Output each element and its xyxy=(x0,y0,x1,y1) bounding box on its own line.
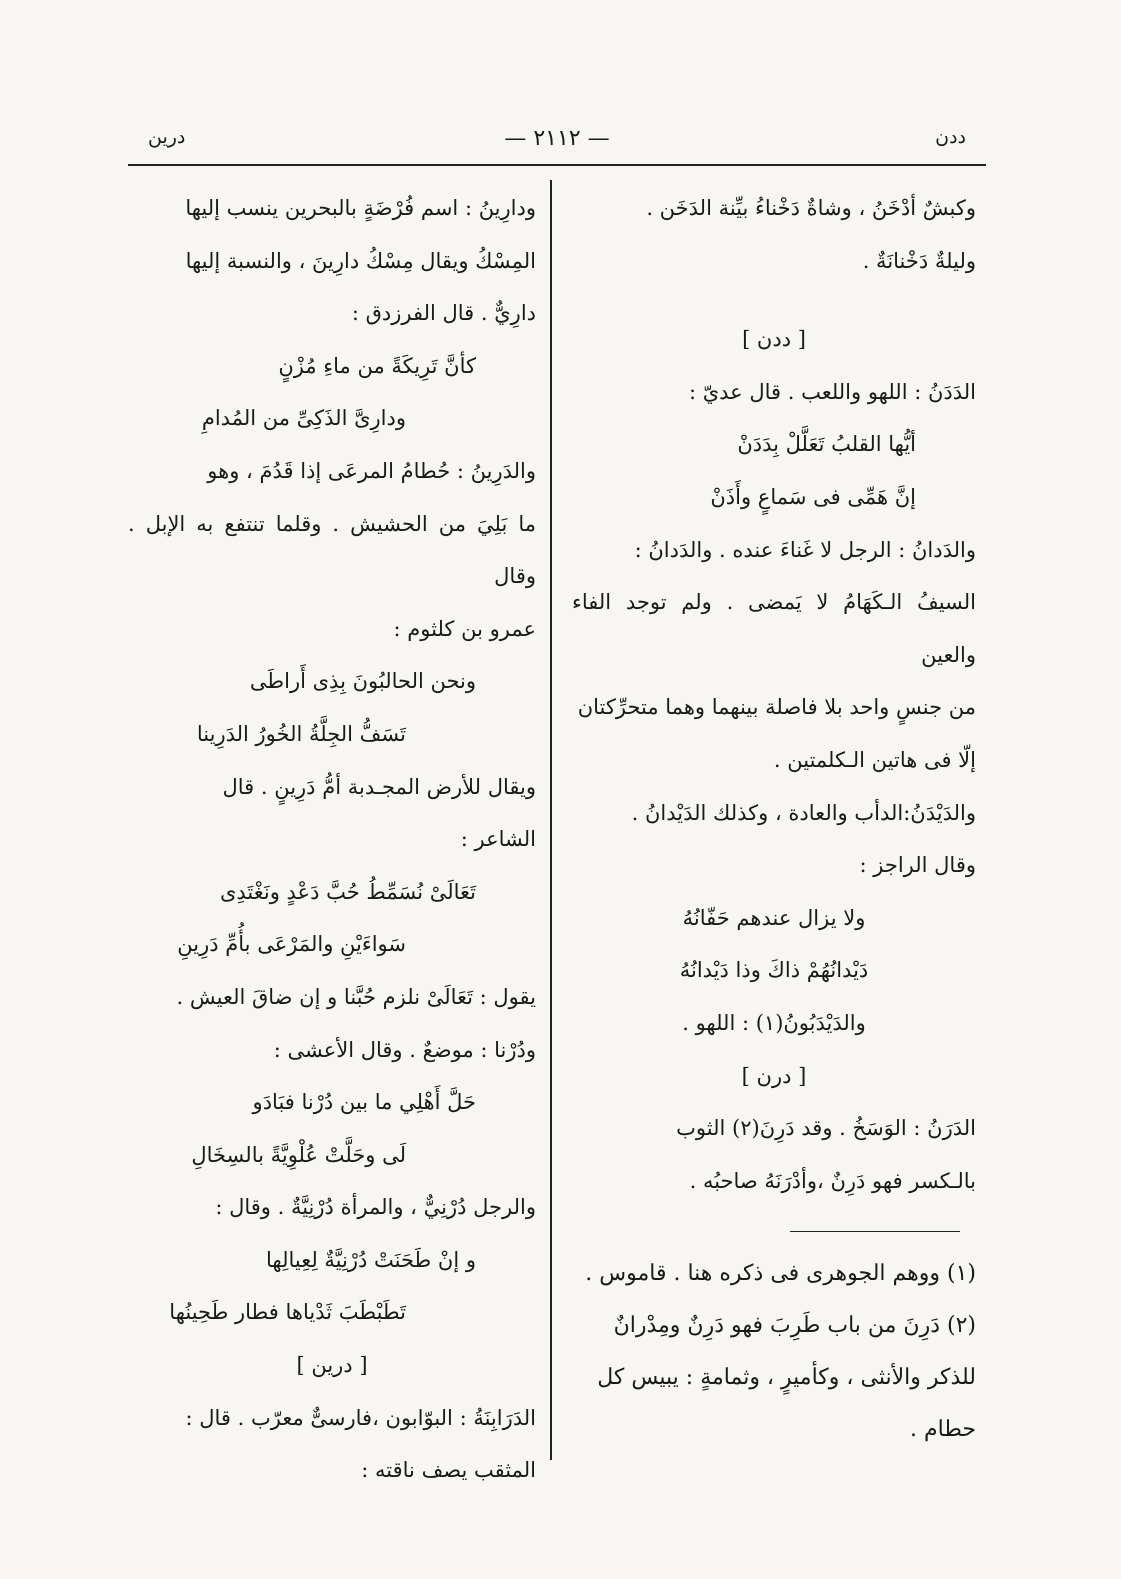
text-line: عمرو بن كلثوم : xyxy=(393,616,536,641)
page-header xyxy=(128,126,986,162)
text-line: من جنسٍ واحد بلا فاصلة بينهما وهما متحرِّكتان xyxy=(577,695,976,720)
verse-line: دَيْدانُهُمْ ذاكَ وذا دَيْدانُهُ xyxy=(679,958,869,983)
text-line: بالـكسر فهو دَرِنٌ ،وأدْرَنَهُ صاحبُه . xyxy=(689,1168,976,1193)
verse-line: سَواءَيْنِ والمَرْعَى بأُمِّ دَرِينِ xyxy=(177,932,406,957)
verse-line: تَسَفُّ الجِلَّةُ الخُورُ الدَرِينا xyxy=(196,721,406,746)
section-heading: [ ددن ] xyxy=(742,327,806,352)
verse-line: حَلَّ أَهْلِي ما بين دُرْنا فبَادَو xyxy=(252,1090,476,1115)
text-line: الدَرَابِنَةُ : البوّابون ،فارسىٌّ معرّب . قال : xyxy=(185,1405,536,1430)
verse-line: و إنْ طَحَنَتْ دُرْنِيَّةٌ لِعِيالِها xyxy=(266,1247,476,1272)
text-line: إلّا فى هاتين الـكلمتين . xyxy=(773,747,976,772)
verse-line: إنَّ هَمِّى فى سَماعٍ وأَذَنْ xyxy=(710,484,916,509)
text-line: وليلةٌ دَخْنانَةٌ . xyxy=(862,248,976,273)
text-line: الشاعر : xyxy=(460,827,536,852)
verse-line: تَطَبْطَبَ ثَدْياها فطار طَحِينُها xyxy=(169,1300,406,1325)
column-divider xyxy=(550,180,552,1460)
text-line: والدَيْدَبُونُ(١) : اللهو . xyxy=(682,1010,866,1035)
footnote-rule xyxy=(790,1231,960,1232)
left-column xyxy=(128,182,536,1497)
verse-line: تَعَالَىْ نُسَمِّطُ حُبَّ دَعْدٍ ونَغْتَدِى xyxy=(219,879,476,904)
verse-line: كأنَّ تَرِيكَةً من ماءِ مُزْنٍ xyxy=(278,353,476,378)
text-line: وكبشٌ أدْخَنُ ، وشاةٌ دَخْناءُ بيِّنة الدَخَن . xyxy=(646,196,976,220)
text-line: المثقب يصف ناقته : xyxy=(361,1458,536,1483)
right-column xyxy=(572,182,976,1456)
verse-line: لَى وحَلَّتْ عُلْوِيَّةً بالسِخَالِ xyxy=(191,1142,406,1167)
text-line: الدَدَنُ : اللهو واللعب . قال عديّ : xyxy=(688,379,976,404)
header-root-left: درين xyxy=(148,126,186,148)
verse-line: ولا يزال عندهم حَفّانُهُ xyxy=(682,905,866,930)
text-line: والرجل دُرْنِيٌّ ، والمرأة دُرْنِيَّةٌ . وقال : xyxy=(215,1195,536,1220)
page-number: — ٢١١٢ — xyxy=(504,126,610,151)
text-line: والدَدانُ : الرجل لا غَناءَ عنده . والدَدانُ : xyxy=(634,537,976,562)
footnote: للذكر والأنثى ، وكأميرٍ ، وثمامةٍ : يبيس كل xyxy=(597,1365,976,1391)
text-line: ما بَلِيَ من الحشيش . وقلما تنتفع به الإبل . وقال xyxy=(128,511,536,589)
text-line: الدَرَنُ : الوَسَخُ . وقد دَرِنَ(٢) الثوب xyxy=(676,1116,976,1141)
footnote: (٢) دَرِنَ من باب طَرِبَ فهو دَرِنٌ ومِدْرانٌ xyxy=(613,1313,976,1339)
verse-line: ونحن الحالبُونَ بِذِى أَراطَى xyxy=(249,669,476,694)
text-line: يقول : تَعَالَىْ نلزم حُبَّنا و إن ضاقَ العيش . xyxy=(176,984,536,1009)
header-root-right: ددن xyxy=(935,126,966,148)
footnote: (١) ووهم الجوهرى فى ذكره هنا . قاموس . xyxy=(585,1261,976,1287)
text-line: دارِيٌّ . قال الفرزدق : xyxy=(351,301,536,326)
header-rule xyxy=(128,164,986,166)
text-line: المِسْكُ ويقال مِسْكُ دارِينَ ، والنسبة إليها xyxy=(185,248,536,273)
footnote: حطام . xyxy=(910,1417,976,1443)
text-line: ودُرْنا : موضعٌ . وقال الأعشى : xyxy=(273,1037,536,1062)
verse-line: ودارِىَّ الذَكِىِّ من المُدامِ xyxy=(201,406,406,431)
text-line: وقال الراجز : xyxy=(859,853,976,878)
text-line: السيفُ الـكَهَامُ لا يَمضى . ولم توجد الفاء والعين xyxy=(572,590,976,667)
section-heading: [ درن ] xyxy=(741,1063,807,1088)
text-line: ويقال للأرض المجـدبة أمُّ دَرِينٍ . قال xyxy=(222,774,536,799)
section-heading: [ درين ] xyxy=(296,1353,368,1378)
text-line: والدَيْدَنُ:الدأب والعادة ، وكذلك الدَيْدانُ . xyxy=(631,800,976,825)
text-line: ودارِينُ : اسم فُرْضَةٍ بالبحرين ينسب إليها xyxy=(185,196,536,220)
text-line: والدَرِينُ : حُطامُ المرعَى إذا قَدُمَ ، وهو xyxy=(207,458,536,483)
verse-line: أيُّها القلبُ تَعَلَّلْ بِدَدَنْ xyxy=(737,432,916,457)
